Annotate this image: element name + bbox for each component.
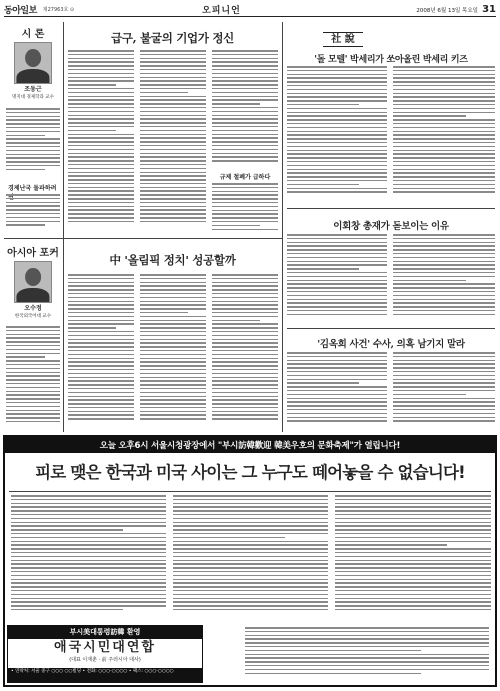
issue-date: 2008년 6월 13일 목요일	[416, 7, 478, 14]
editorial-headline: '김옥희 사건' 수사, 의혹 남기지 말라	[317, 339, 465, 350]
article-text	[393, 352, 495, 430]
ad-divider	[9, 491, 491, 492]
column-label: 시 론	[21, 29, 45, 40]
article-headline: 급구, 불굴의 기업가 정신	[111, 31, 234, 45]
ad-sponsor-contact: • 연락처: 서울 중구 ○○○ ○○빌딩 • 전화: ○○○-○○○○ • 팩스: ○○○-○○○○	[8, 668, 202, 682]
article-text	[287, 66, 387, 204]
column-divider	[282, 22, 283, 432]
article-text	[393, 66, 495, 204]
editorial-divider	[287, 208, 495, 209]
author-photo	[14, 261, 52, 303]
article-headline: 中 '올림픽 정치' 성공할까	[109, 253, 236, 267]
article-text	[287, 352, 387, 430]
ad-sponsor-heading: 부시美대통령訪韓 환영	[8, 626, 202, 639]
article-text	[6, 326, 60, 430]
editorial-headline: 이회창 총재가 돋보이는 이유	[333, 221, 449, 232]
article-text	[212, 50, 278, 170]
editorial-label: 社 說	[323, 32, 363, 47]
author-name: 조동근	[24, 86, 42, 93]
ad-text	[11, 495, 166, 623]
ad-body	[11, 495, 489, 625]
article-text	[393, 234, 495, 324]
article-text	[140, 50, 206, 236]
ad-text	[335, 495, 491, 623]
ad-text	[173, 495, 328, 623]
column-divider	[63, 22, 64, 432]
section-title: 오피니언	[202, 6, 241, 16]
article-text	[6, 108, 60, 180]
article-text	[140, 274, 206, 430]
issue-number: 제27963호 ⊙	[42, 7, 75, 13]
editorial-headline: '돌 모텔' 박세리가 쏘아올린 박세리 키즈	[314, 55, 468, 65]
ad-headline: 피로 맺은 한국과 미국 사이는 그 누구도 떼어놓을 수 없습니다!	[35, 463, 465, 482]
ad-closing	[245, 625, 489, 683]
article-subhead: 경제난국 돌파하려	[8, 185, 57, 192]
article-text	[68, 50, 134, 236]
author-title: 한국외국어대 교수	[14, 314, 52, 319]
article-text	[212, 183, 278, 236]
article-text	[6, 194, 60, 236]
ad-banner: 오늘 오후6시 서울시청광장에서 "부시訪韓歡迎 韓美우호의 문화축제"가 열립니다!	[5, 437, 495, 453]
ad-text	[245, 627, 489, 681]
author-name: 오수정	[24, 305, 42, 312]
newspaper-name: 동아일보	[4, 6, 37, 16]
author-byline	[4, 86, 62, 102]
author-byline	[4, 305, 62, 321]
author-title: 명지대 경제학과 교수	[12, 95, 54, 100]
column-label: 아시아 포커	[7, 248, 59, 259]
author-photo	[14, 42, 52, 84]
section-divider	[4, 238, 282, 239]
article-text	[212, 274, 278, 430]
ad-sponsor-name: 애국시민대연합	[54, 640, 156, 655]
advertisement	[3, 435, 497, 687]
article-subhead: 규제 철폐가 급하다	[219, 174, 271, 181]
ad-sponsor-box	[7, 625, 203, 683]
page-number: 31	[482, 4, 496, 15]
article-text	[68, 274, 134, 430]
masthead	[4, 3, 496, 17]
ad-sponsor-rep: (대표 이재춘 · 前 주러시아 대사)	[69, 657, 141, 663]
article-text	[287, 234, 387, 324]
editorial-divider	[287, 328, 495, 329]
